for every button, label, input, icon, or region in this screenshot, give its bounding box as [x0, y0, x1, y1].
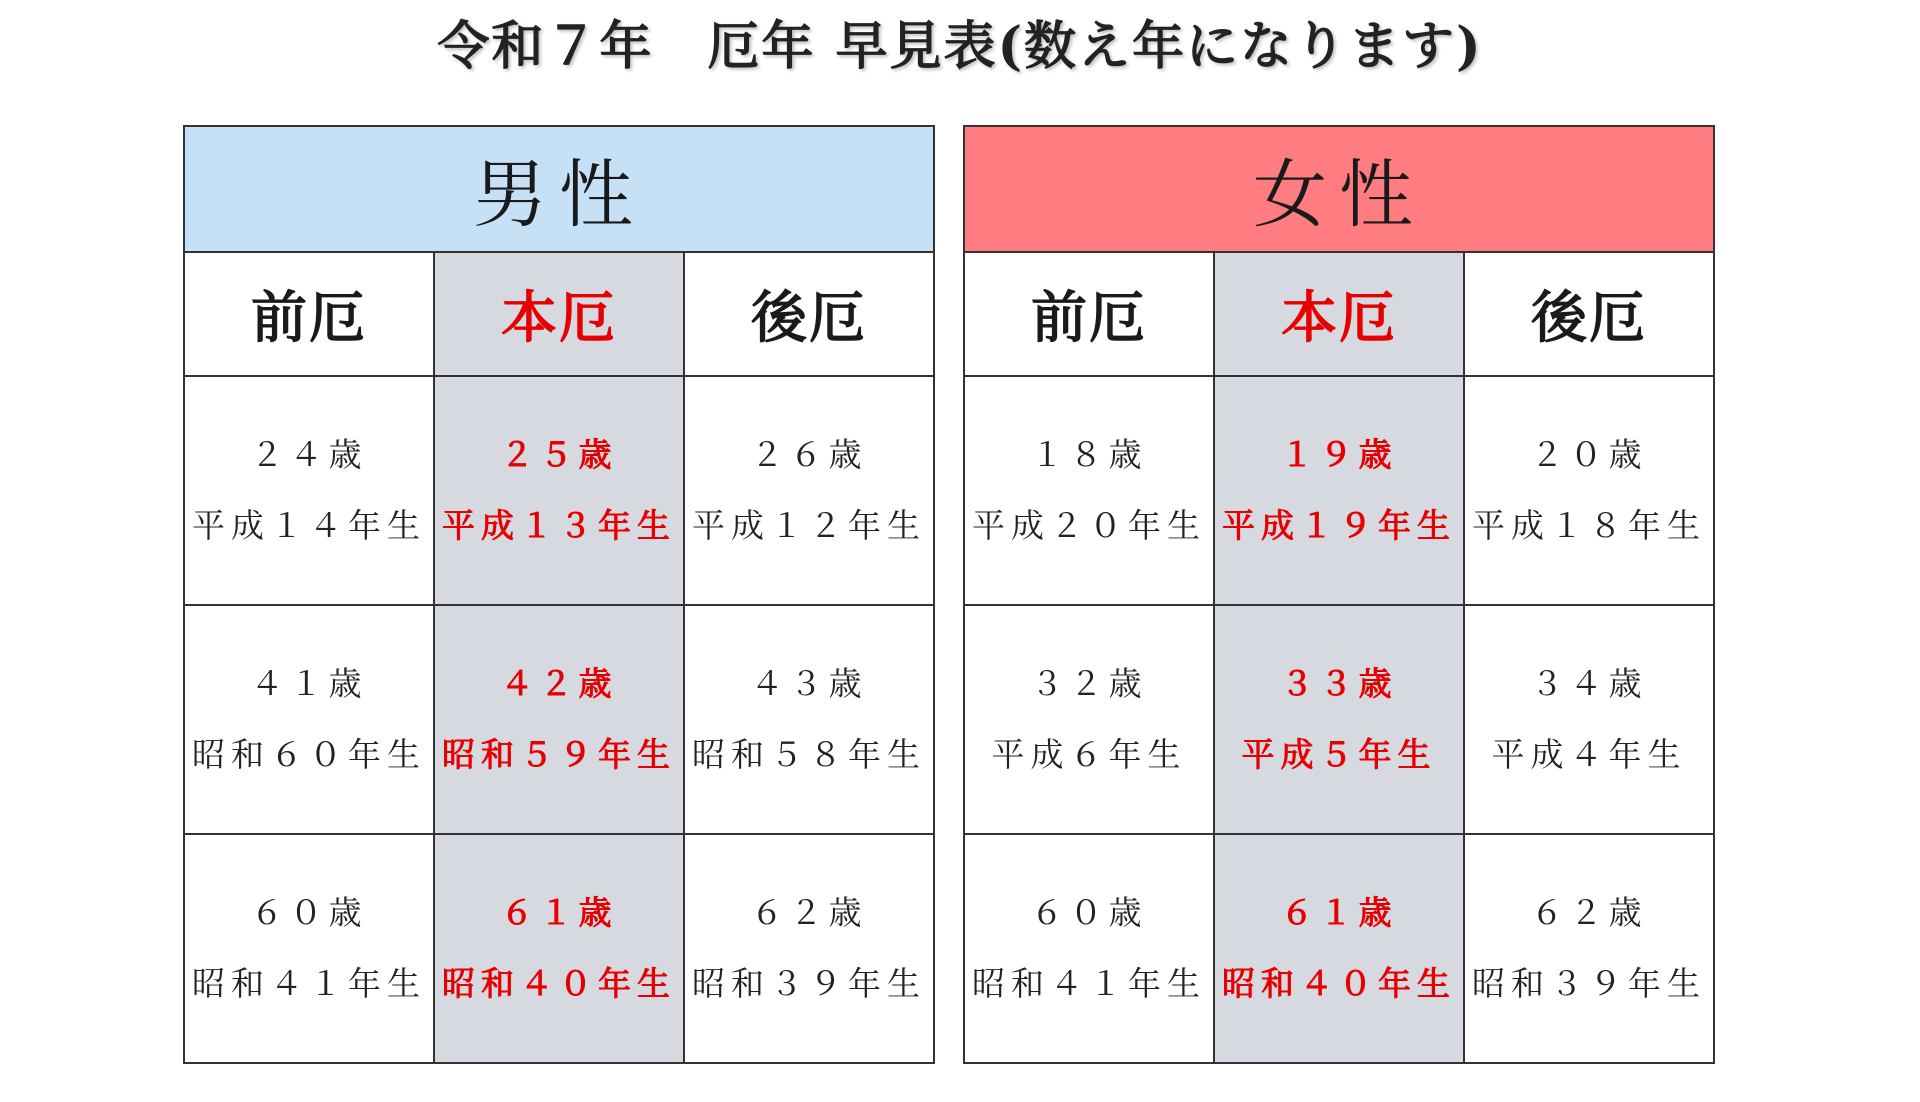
birth-year-text: 平成２０年生: [972, 506, 1206, 545]
age-text: ４３歳: [750, 664, 868, 703]
age-cell: [964, 376, 1214, 605]
page-title: 令和７年 厄年 早見表(数え年になります): [437, 16, 1483, 77]
age-cell: [684, 834, 934, 1063]
age-text: ２４歳: [250, 435, 368, 474]
age-text: ３４歳: [1530, 664, 1648, 703]
male-yakudoshi-table: [183, 125, 935, 1064]
birth-year-text: 昭和４１年生: [192, 964, 426, 1003]
age-text: ４１歳: [250, 664, 368, 703]
age-text: ２０歳: [1530, 435, 1648, 474]
age-cell: [184, 605, 434, 834]
age-cell: [684, 376, 934, 605]
age-text: ６１歳: [1280, 893, 1398, 932]
age-cell-main: [434, 605, 684, 834]
table-row: [964, 834, 1714, 1063]
age-text: ４２歳: [500, 664, 618, 703]
col-head-atoyaku: 後厄: [1464, 252, 1714, 376]
birth-year-text: 平成１２年生: [692, 506, 926, 545]
age-text: ６１歳: [500, 893, 618, 932]
age-text: ２５歳: [500, 435, 618, 474]
age-text: ６０歳: [1030, 893, 1148, 932]
age-text: ２６歳: [750, 435, 868, 474]
age-cell-main: [1214, 605, 1464, 834]
age-cell: [184, 376, 434, 605]
age-cell: [184, 834, 434, 1063]
age-cell-main: [434, 376, 684, 605]
birth-year-text: 平成１４年生: [192, 506, 426, 545]
col-head-honyaku: 本厄: [1214, 252, 1464, 376]
table-row: [184, 376, 934, 605]
birth-year-text: 昭和６０年生: [192, 735, 426, 774]
female-heading: 女性: [964, 126, 1714, 252]
birth-year-text: 平成１９年生: [1222, 506, 1456, 545]
birth-year-text: 昭和４０年生: [442, 964, 676, 1003]
male-heading: 男性: [184, 126, 934, 252]
female-yakudoshi-table: [963, 125, 1715, 1064]
age-cell-main: [1214, 376, 1464, 605]
age-cell: [964, 834, 1214, 1063]
birth-year-text: 平成１８年生: [1472, 506, 1706, 545]
birth-year-text: 昭和５８年生: [692, 735, 926, 774]
age-text: １９歳: [1280, 435, 1398, 474]
table-row: [964, 605, 1714, 834]
age-text: ３３歳: [1280, 664, 1398, 703]
age-text: ６２歳: [1530, 893, 1648, 932]
table-row: [964, 376, 1714, 605]
age-cell: [964, 605, 1214, 834]
birth-year-text: 昭和３９年生: [692, 964, 926, 1003]
age-cell: [684, 605, 934, 834]
age-text: ６２歳: [750, 893, 868, 932]
col-head-maeyaku: 前厄: [964, 252, 1214, 376]
birth-year-text: 平成６年生: [991, 735, 1187, 774]
age-cell: [1464, 834, 1714, 1063]
col-head-honyaku: 本厄: [434, 252, 684, 376]
birth-year-text: 平成５年生: [1241, 735, 1437, 774]
birth-year-text: 平成４年生: [1491, 735, 1687, 774]
age-cell-main: [1214, 834, 1464, 1063]
table-row: [184, 605, 934, 834]
age-text: １８歳: [1030, 435, 1148, 474]
age-text: ６０歳: [250, 893, 368, 932]
col-head-atoyaku: 後厄: [684, 252, 934, 376]
birth-year-text: 昭和５９年生: [442, 735, 676, 774]
age-cell-main: [434, 834, 684, 1063]
col-head-maeyaku: 前厄: [184, 252, 434, 376]
birth-year-text: 昭和４０年生: [1222, 964, 1456, 1003]
birth-year-text: 昭和３９年生: [1472, 964, 1706, 1003]
age-cell: [1464, 605, 1714, 834]
age-cell: [1464, 376, 1714, 605]
table-row: [184, 834, 934, 1063]
birth-year-text: 昭和４１年生: [972, 964, 1206, 1003]
age-text: ３２歳: [1030, 664, 1148, 703]
birth-year-text: 平成１３年生: [442, 506, 676, 545]
